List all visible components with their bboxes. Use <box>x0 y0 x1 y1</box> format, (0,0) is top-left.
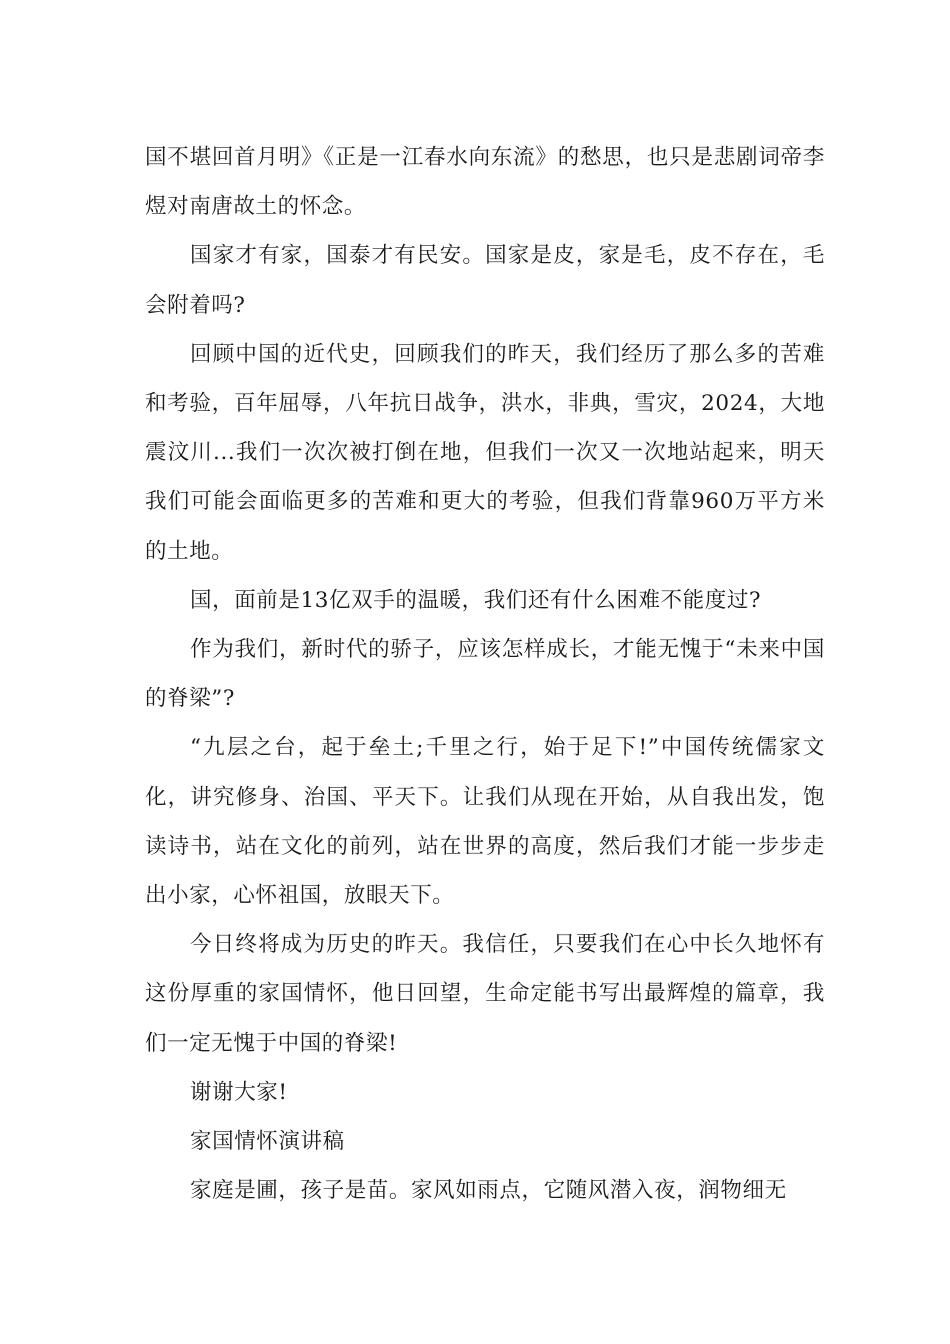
paragraph-6: “九层之台，起于垒土;千里之行，始于足下!”中国传统儒家文化，讲究修身、治国、平天下。让我们从现在开始，从自我出发，饱读诗书，站在文化的前列，站在世界的高度，然后我们才能一步步走出小家，心怀祖国，放眼天下。 <box>145 735 825 909</box>
paragraph-2: 国家才有家，国泰才有民安。国家是皮，家是毛，皮不存在，毛会附着吗? <box>145 243 825 318</box>
paragraph-3: 回顾中国的近代史，回顾我们的昨天，我们经历了那么多的苦难和考验，百年屈辱，八年抗日战争，洪水，非典，雪灾，2024，大地震汶川...我们一次次被打倒在地，但我们一次又一次地站起来，明天我们可能会面临更多的苦难和更大的考验，但我们背靠960万平方米的土地。 <box>145 341 825 564</box>
paragraph-5: 作为我们，新时代的骄子，应该怎样成长，才能无愧于“未来中国的脊梁”? <box>145 637 825 712</box>
paragraph-4: 国，面前是13亿双手的温暖，我们还有什么困难不能度过? <box>190 587 762 613</box>
document-body <box>145 133 825 1215</box>
paragraph-7: 今日终将成为历史的昨天。我信任，只要我们在心中长久地怀有这份厚重的家国情怀，他日回望，生命定能书写出最辉煌的篇章，我们一定无愧于中国的脊梁! <box>145 932 825 1056</box>
paragraph-thanks: 谢谢大家! <box>190 1079 288 1105</box>
paragraph-1: 国不堪回首月明》《正是一江春水向东流》的愁思，也只是悲剧词帝李煜对南唐故土的怀念。 <box>145 145 825 220</box>
paragraph-10: 家庭是圃，孩子是苗。家风如雨点，它随风潜入夜，润物细无 <box>190 1178 787 1204</box>
section-title: 家国情怀演讲稿 <box>190 1129 345 1155</box>
